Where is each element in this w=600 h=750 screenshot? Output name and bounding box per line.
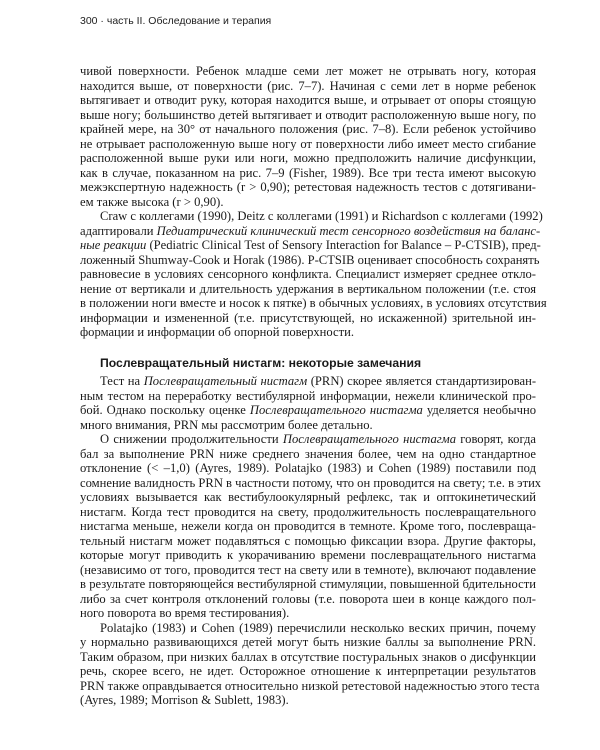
text-segment: чивой поверхности. Ребенок младше семи лет может не отрывать ногу, которая [80,64,536,78]
text-line [80,137,536,152]
text-segment: PRN также оправдывается относительно низкой ретестовой надежностью этого теста [80,678,540,693]
text-line [80,418,536,433]
text-segment: Polatajko (1983) и Cohen (1989) перечислили несколько веских причин, почему [100,620,536,635]
text-line [80,180,536,195]
text-segment: ем также высока (r > 0,90). [80,194,224,209]
running-head: 300 · часть II. Обследование и терапия [80,15,272,27]
text-line [80,122,536,137]
text-line [80,374,536,389]
text-segment: у нормально развивающихся детей могут быть низкие баллы за выполнение PRN. [80,635,536,649]
text-segment: не отрывает расположенную выше ногу от поверхности либо имеет место сгибание [80,136,536,151]
text-line [80,592,536,607]
text-line [80,209,543,224]
text-segment: крайней мере, на 30° от начального положения (рис. 7–8). Если ребенок устойчиво [80,122,536,136]
text-segment: нистагм. Когда тест проводится на свету, продолжительность послевращательного [80,504,536,519]
text-segment: вытягивает и отводит руку, которая находится выше, и отрывает от опоры стоящую [80,93,536,107]
text-line [80,238,541,253]
paragraph [80,64,536,209]
text-line [80,432,536,447]
text-segment: говорят, когда [456,432,536,446]
italic-term: Послевращательного нистагма [282,432,457,446]
text-line [80,475,542,491]
text-segment: (PRN) скорее является стандартизирован- [307,374,537,388]
text-segment: условиях вызывается как вестибулоокулярный рефлекс, так и оптокинетический [80,490,536,504]
paragraph [80,374,536,432]
paragraph [80,620,540,708]
text-segment: (Pediatric Clinical Test of Sensory Interaction for Balance – P-CTSIB), пред- [146,238,541,252]
text-segment: информации и измененной (т.е. присутствующей, но искаженной) зрительной ин- [80,310,536,325]
text-line [80,223,541,239]
text-line [80,151,536,166]
text-line [80,447,536,462]
text-segment: бой. Однако поскольку оценке [80,403,250,417]
text-line [80,403,536,418]
text-segment: тельный нистагм может подавляться с помощью фиксации взора. Другие факторы, [80,533,536,548]
text-line [80,108,536,123]
text-line [80,252,540,268]
text-segment: Таким образом, при низких баллах в отсутствие постуральных знаков о дисфункции [80,649,536,664]
text-segment: равновесие в условиях сенсорного конфликта. Специалист измеряет среднее откло- [80,267,536,281]
section-heading: Послевращательный нистагм: некоторые замечания [100,355,422,370]
text-segment: Тест на [100,374,144,388]
text-segment: ного поворота во время тестирования). [80,606,290,620]
text-segment: отклонение (< –1,0) (Ayres, 1989). Polatajko (1983) и Cohen (1989) поставили под [80,461,536,475]
text-segment: уделяется необычно [422,403,537,417]
text-line [80,282,536,297]
text-segment: адаптировали [80,223,157,238]
text-line [80,693,536,708]
text-segment: формации и информации об опорной поверхности. [80,325,355,339]
italic-term: ные реакции [80,238,147,252]
text-line [80,93,536,108]
text-line [80,166,536,181]
text-line [80,621,536,636]
italic-term: Послевращательный нистагм [143,374,308,388]
text-line [80,490,536,505]
text-segment: нистагма меньше, нежели когда он проводится в темноте. Кроме того, послевраща- [80,519,536,533]
text-line [80,296,547,311]
text-line [80,664,536,679]
text-line [80,606,536,621]
text-line [80,505,536,520]
text-line [80,678,540,694]
text-segment: (независимо от того, проводится тест на свету или в темноте), включают подавление [80,562,536,577]
text-line [80,311,536,326]
italic-term: Педиатрический клинический тест сенсорного воздействия на баланс- [156,223,541,238]
paragraph [80,209,547,340]
text-line [80,650,536,665]
text-line [80,64,536,79]
text-segment: в положении ноги вместе и носок к пятке) в обычных условиях, в условиях отсутствия [80,296,547,310]
text-segment: сомнение валидность PRN в частности потому, что он проводится на свету; т.е. в этих [80,475,542,490]
paragraph [80,432,542,621]
text-line [80,519,536,534]
text-segment: расположенной выше руки или ноги, можно предположить наличие дисфункции, [80,151,536,165]
text-segment: Craw с коллегами (1990), Deitz с коллегами (1991) и Richardson с коллегами (1992) [100,209,543,223]
text-line [80,389,536,404]
text-line [80,577,536,592]
text-segment: как в случае, показанном на рис. 7–9 (Fisher, 1989). Все три теста имеют высокую [80,165,536,180]
text-line [80,534,536,549]
text-segment: бал за выполнение PRN ниже среднего значения более, чем на одно стандартное [80,446,536,461]
text-segment: либо за счет контроля отклонений головы (т.е. поворота шеи в конце каждого пол- [80,591,536,606]
text-segment: которые могут приводить к укорачиванию времени послевращательного нистагма [80,548,536,562]
body-text [80,64,547,708]
italic-term: Послевращательного нистагма [249,403,423,417]
text-line [80,325,536,340]
text-line [80,461,536,476]
text-segment: ным тестом на переработку вестибулярной информации, нежели клинической про- [80,388,536,403]
text-line [80,563,536,578]
text-segment: много внимания, PRN мы рассмотрим более детально. [80,417,373,432]
text-line [80,195,536,210]
text-segment: межэкспертную надежность (r > 0,90); ретестовая надежность тестов с дотягивани- [80,180,536,194]
text-segment: выше ногу; большинство детей вытягивает и отводит расположенную выше ногу, по [80,107,536,122]
text-line [80,79,536,94]
text-segment: О снижении продолжительности [100,432,283,446]
text-segment: находится выше, от поверхности (рис. 7–7). Начиная с семи лет в норме ребенок [80,78,536,93]
text-line [80,548,536,563]
text-segment: (Ayres, 1989; Morrison & Sublett, 1983). [80,693,289,707]
text-line [80,635,536,650]
text-segment: речь, скорее всего, не идет. Осторожное отношение к интерпретации результатов [80,664,536,678]
text-segment: ложенный Shumway-Cook и Horak (1986). P-CTSIB оценивает способность сохранять [80,252,540,267]
text-segment: в результате повторяющейся вестибулярной стимуляции, повышенной бдительности [80,577,536,591]
text-segment: нение от вертикали и длительность удержания в вертикальном положении (т.е. стоя [80,281,536,296]
text-line [80,267,536,282]
